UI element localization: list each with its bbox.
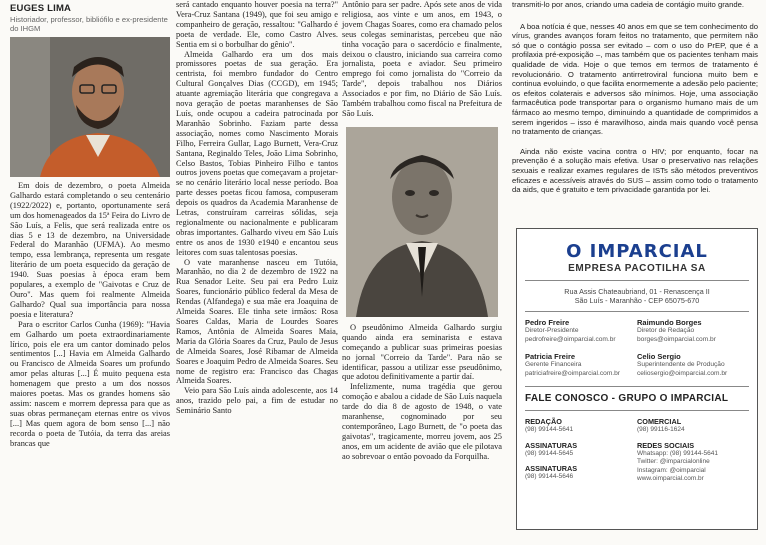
poet-portrait-image [346,127,498,317]
newspaper-logo: O IMPARCIAL [566,241,708,262]
article-paragraph: O pseudônimo Almeida Galhardo surgiu quando ainda era seminarista e estava começando a publicar suas primeiras poesias no jornal "Correio da Tarde". Para não se identificar, passou a utilizar esse pseudônimo, que adotou definitivamente a partir daí. [342,322,502,382]
author-portrait-image [10,37,170,177]
company-name: EMPRESA PACOTILHA SA [568,263,706,274]
divider [525,386,749,387]
staff-name: Raimundo Borges [637,318,702,327]
staff-name: Patricia Freire [525,352,576,361]
contact-label: ASSINATURAS [525,464,578,473]
contact-label: ASSINATURAS [525,440,578,450]
staff-entry [525,318,637,344]
address-line: São Luís - Maranhão - CEP 65075-670 [574,296,700,305]
article-paragraph: será cantado enquanto houver poesia na terra?" Vera-Cruz Santana (1949), que foi seu amigo e companheiro de geração, ressaltou: "Galhardo é poeta de verdade. Ele, como Castro Alves. Sentia em si o borbulhar do gênio". [176,0,338,49]
article-paragraph: Infelizmente, numa tragédia que gerou comoção e abalou a cidade de São Luís naquela tarde do dia 8 de agosto de 1948, o vate maranhense, cognominado por seu contemporâneo, Lago Burnett, de "o poeta das gaivotas", tragicamente, morreu jovem, aos 25 anos, em um acidente de avião que ele pilotava ao sobrevoar o então povoado da Forquilha. [342,382,502,461]
article-paragraph: Veio para São Luís ainda adolescente, aos 14 anos, trazido pelo pai, a fim de estudar no Seminário Santo [176,386,338,416]
contact-phone[interactable]: (98) 99116-1624 [637,426,685,433]
staff-entry [637,352,749,378]
contact-entry [525,417,637,490]
article-paragraph: O vate maranhense nasceu em Tutóia, Maranhão, no dia 2 de dezembro de 1922 na Rua Senador Leite. Seu pai era Pedro Luiz Soares, funcionário público federal da Mesa de Rendas (Alfandega) e sua mãe era Joaquina de Almeida Soares. Ele tinha sete irmãos: Rosa Soares Caldas, Maria de Lourdes Soares Ramos, Antônia de Almeida Soares Maia, Maria da Glória Soares da Cruz, Paulo de Jesus de Almeida Soares, José Ribamar de Almeida Soares e Joaquim Pedro de Almeida Soares. Seu nome de registro era: Francisco das Chagas Almeida Soares. [176,257,338,386]
column-1 [10,0,170,448]
divider [525,410,749,411]
contact-label: REDAÇÃO [525,417,562,426]
column-4 [512,0,758,195]
website-link[interactable]: www.oimparcial.com.br [637,475,704,482]
contact-title: FALE CONOSCO - GRUPO O IMPARCIAL [525,393,729,404]
contact-entry [637,417,749,490]
staff-entry [637,318,749,344]
contact-phone[interactable]: (98) 99144-5646 [525,473,574,480]
author-photo [10,37,170,177]
social-twitter[interactable]: Twitter: @imparcialonline [637,458,710,465]
contact-grid [525,417,749,498]
staff-role: Diretor-Presidente [525,327,579,334]
column-2 [176,0,338,416]
staff-role: Superintendente de Produção [637,361,725,368]
article-paragraph: Para o escritor Carlos Cunha (1969): "Havia em Galhardo um poeta extraordinariamente lírico, pois ele era um cantor dominado pelos sentimentos [...] Havia em Almeida Galhardo ou Francisco de Almeida Soares um profundo amor pelas alturas [...] É muito pequena esta homenagem que presto a um dos nossos maiores poetas. Mas os grandes homens são assim: nascem e morrem depressa para que as suas obras permaneçam eternas entre os vivos [...] Mas quem agora de bom senso [...] não recorda o poeta de Tutóia, da terra das areias brancas que [10,319,170,448]
staff-email[interactable]: patriciafreire@oimparcial.com.br [525,369,621,377]
social-whatsapp[interactable]: Whatsapp: (98) 99144-5641 [637,449,718,457]
article-paragraph: Ainda não existe vacina contra o HIV; por enquanto, focar na prevenção é a solução mais efetiva. Usar o preservativo nas relações sexuais e realizar exames regulares de ISTs são métodos preventivos eficazes e acessíveis através do SUS – assim como todo o tratamento da aids, que é gratuito e tem privacidade garantida por lei. [512,146,758,195]
article-paragraph: Antônio para ser padre. Após sete anos de vida religiosa, aos vinte e um anos, em 1943, o jovem Chagas Soares, como era chamado pelos seus colegas seminaristas, percebeu que não tinha vocação para o sacerdócio e finalmente, deixou o claustro, iniciando sua carreira como jornalista, poeta e aviador. Seu primeiro emprego foi como jornalista do "Correio da Tarde", depois trabalhou nos Diários Associados e por fim, no Diário de São Luís. Também trabalhou como fiscal na Prefeitura de São Luís. [342,0,502,118]
contact-label: COMERCIAL [637,417,682,426]
contact-phone[interactable]: (98) 99144-5645 [525,449,574,457]
article-paragraph: transmiti-lo por anos, criando uma cadeia de contágio muito grande. [512,0,745,9]
staff-email[interactable]: borges@oimparcial.com.br [637,335,716,343]
poet-historic-photo [346,127,498,317]
divider [525,311,749,312]
address-line: Rua Assis Chateaubriand, 01 - Renascença II [564,287,710,296]
article-paragraph: Almeida Galhardo era um dos mais promissores poetas de sua geração. Era centrista, foi membro fundador do Centro Cultural Gonçalves Dias (CCGD), em 1945; atuante agremiação literária que congregava a nova geração de poetas maranhenses de São Luís, onde ocupou a cadeira patrocinada por Maranhão Sobrinho. Faziam parte dessa associação, nomes como Nascimento Morais Filho, Ferreira Gullar, Lago Burnett, Vera-Cruz Santana, Reginaldo Teles, João Lima Sobrinho, Celso Bastos, Tobias Pinheiro Filho e tantos outros jovens poetas que começavam a projetar-se no cenário literário local nesse período. Boa parte desses poetas ficou famosa, compuseram depois os quadros da Academia Maranhense de Letras, construíram carreiras sólidas, seja regionalmente ou nacionalmente e publicaram obras importantes. Galhardo viveu em São Luís entre os anos de 1930 e1940 e encantou seus leitores com suas talentosas poesias. [176,49,338,257]
masthead-box [516,228,758,530]
column-3 [342,0,502,462]
social-instagram[interactable]: Instagram: @oimparcial [637,466,706,474]
staff-grid [525,318,749,386]
staff-role: Gerente Financeira [525,361,582,368]
staff-entry [525,352,637,378]
article-paragraph: Em dois de dezembro, o poeta Almeida Galhardo estará completando o seu centenário (1922/2022) e, portanto, oportunamente será um dos homenageados da 15ª Feira do Livro de São Luís, a Felis, que será realizada entre os dias 5 e 13 de dezembro, na Universidade Federal do Maranhão (UFMA). Ao mesmo tempo, essa lembrança, representa um resgate literário de um poeta esquecido da geração de 1940. Suas poesias à época eram bem populares, a exemplo de "Gaivotas e Cruz de Ouro". Mas quem foi realmente Almeida Galhardo? Qual sua importância para nossa poesia e literatura? [10,181,170,319]
contact-label: REDES SOCIAIS [637,440,695,450]
staff-email[interactable]: pedrofreire@oimparcial.com.br [525,335,616,343]
divider [525,280,749,281]
author-block [10,3,170,33]
author-name: EUGES LIMA [10,3,72,14]
staff-name: Celio Sergio [637,352,681,361]
contact-phone[interactable]: (98) 99144-5641 [525,426,574,433]
author-bio: Historiador, professor, bibliófilo e ex-presidente do IHGM [10,15,168,33]
article-paragraph: A boa notícia é que, nesses 40 anos em que se tem conhecimento do vírus, grandes avanços foram feitos no tratamento, que permitem não só que o contágio possa ser evitado – com o uso do PrEP, que é a profilaxia pré-exposição –, mas também que os pacientes tenham mais qualidade de vida. Hoje o que temos em termos de tratamento é revolucionário. O tratamento antirretroviral funciona muito bem e continua evoluindo, o que facilita enormemente a adesão pelo paciente; os efeitos colaterais e adversos são mínimos. Hoje, uma associação farmacêutica pode transportar para o organismo humano mais de um fármaco ao mesmo tempo, diminuindo a quantidade de comprimidos a serem ingeridos – isso é maravilhoso, ainda mais quando você pensa no tratamento de crianças. [512,21,758,137]
staff-name: Pedro Freire [525,318,570,327]
staff-role: Diretor de Redação [637,327,695,334]
staff-email[interactable]: celiosergio@oimparcial.com.br [637,369,728,377]
